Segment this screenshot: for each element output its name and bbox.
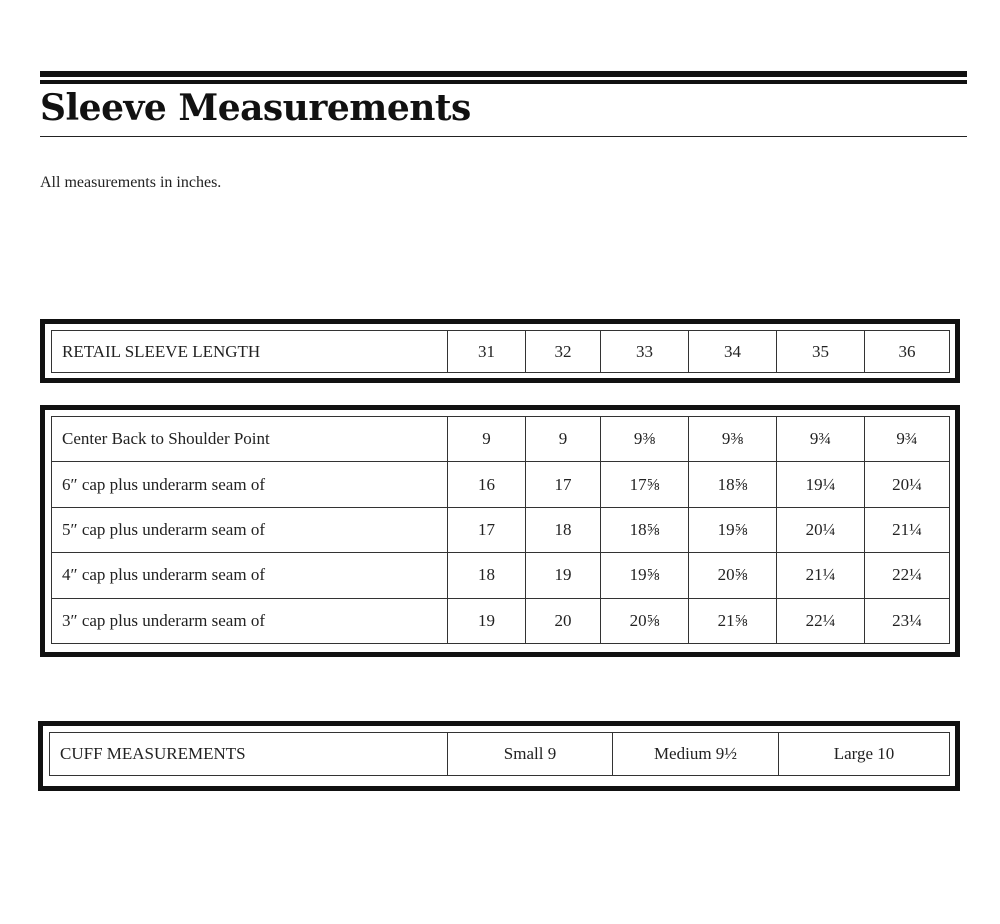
cuff-size-cell: Large 10 bbox=[779, 733, 950, 776]
cuff-measurements-label: CUFF MEASUREMENTS bbox=[50, 733, 448, 776]
retail-sleeve-length-label: RETAIL SLEEVE LENGTH bbox=[52, 331, 448, 373]
row-label: 4″ cap plus underarm seam of bbox=[52, 553, 448, 598]
sleeve-measurements-table bbox=[40, 405, 960, 657]
row-label: 3″ cap plus underarm seam of bbox=[52, 598, 448, 643]
measurement-cell: 17 bbox=[526, 462, 601, 507]
page-subtitle: All measurements in inches. bbox=[40, 174, 222, 191]
measurement-cell: 20 bbox=[526, 598, 601, 643]
retail-sleeve-length-table bbox=[40, 319, 960, 383]
cuff-size-cell: Medium 9½ bbox=[613, 733, 779, 776]
measurement-cell: 22¼ bbox=[865, 553, 950, 598]
measurement-cell: 21¼ bbox=[865, 507, 950, 552]
measurement-cell: 20⅝ bbox=[601, 598, 689, 643]
measurement-cell: 17⅝ bbox=[601, 462, 689, 507]
retail-size-cell: 35 bbox=[777, 331, 865, 373]
measurement-cell: 19 bbox=[448, 598, 526, 643]
row-label: 5″ cap plus underarm seam of bbox=[52, 507, 448, 552]
measurement-cell: 18 bbox=[448, 553, 526, 598]
measurement-cell: 18⅝ bbox=[601, 507, 689, 552]
table-row bbox=[50, 733, 950, 776]
table-row bbox=[52, 598, 950, 643]
retail-size-cell: 36 bbox=[865, 331, 950, 373]
top-double-rule-upper bbox=[40, 71, 967, 77]
measurement-cell: 9⅜ bbox=[689, 417, 777, 462]
measurement-cell: 19⅝ bbox=[689, 507, 777, 552]
measurement-cell: 22¼ bbox=[777, 598, 865, 643]
measurement-cell: 17 bbox=[448, 507, 526, 552]
table-row bbox=[52, 462, 950, 507]
cuff-size-cell: Small 9 bbox=[448, 733, 613, 776]
measurement-cell: 21¼ bbox=[777, 553, 865, 598]
measurement-cell: 19⅝ bbox=[601, 553, 689, 598]
measurement-cell: 20⅝ bbox=[689, 553, 777, 598]
cuff-measurements-table bbox=[38, 721, 960, 791]
measurement-cell: 23¼ bbox=[865, 598, 950, 643]
measurement-cell: 9⅜ bbox=[601, 417, 689, 462]
measurement-cell: 18⅝ bbox=[689, 462, 777, 507]
measurement-cell: 9 bbox=[526, 417, 601, 462]
title-underline bbox=[40, 136, 967, 137]
page-title: Sleeve Measurements bbox=[40, 87, 471, 129]
table-row bbox=[52, 331, 950, 373]
measurement-cell: 19¼ bbox=[777, 462, 865, 507]
table-row bbox=[52, 507, 950, 552]
measurement-cell: 18 bbox=[526, 507, 601, 552]
measurement-cell: 19 bbox=[526, 553, 601, 598]
row-label: Center Back to Shoulder Point bbox=[52, 417, 448, 462]
retail-size-cell: 33 bbox=[601, 331, 689, 373]
table-row bbox=[52, 553, 950, 598]
measurement-cell: 9¾ bbox=[777, 417, 865, 462]
measurement-cell: 9 bbox=[448, 417, 526, 462]
row-label: 6″ cap plus underarm seam of bbox=[52, 462, 448, 507]
measurement-cell: 20¼ bbox=[777, 507, 865, 552]
measurement-cell: 20¼ bbox=[865, 462, 950, 507]
retail-size-cell: 31 bbox=[448, 331, 526, 373]
retail-size-cell: 34 bbox=[689, 331, 777, 373]
table-row bbox=[52, 417, 950, 462]
measurement-cell: 9¾ bbox=[865, 417, 950, 462]
retail-size-cell: 32 bbox=[526, 331, 601, 373]
measurement-cell: 16 bbox=[448, 462, 526, 507]
measurement-cell: 21⅝ bbox=[689, 598, 777, 643]
